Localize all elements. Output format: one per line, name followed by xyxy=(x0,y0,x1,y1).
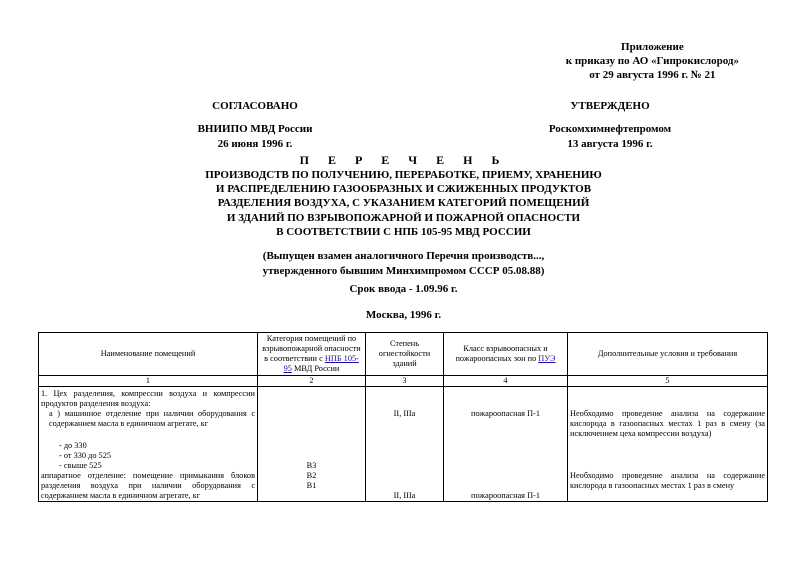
range-item: - до 330 xyxy=(59,441,87,450)
range-category: В1 xyxy=(306,481,317,490)
agreed-org: ВНИИПО МВД России xyxy=(197,123,313,135)
section-title: 1. Цех разделения, компрессии воздуха и компрессии продуктов разделения воздуха: xyxy=(41,389,255,408)
col-number: 1 xyxy=(39,376,258,387)
issued-line: утвержденного бывшим Минхимпромом СССР 05.08.88) xyxy=(262,264,545,277)
appendix-line-3: от 29 августа 1996 г. № 21 xyxy=(589,69,716,81)
item-a: а ) машинное отделение при наличии оборудования с содержанием масла в единичном агрегате, кг xyxy=(49,409,255,428)
approved-org: Роскомхимнефтепромом xyxy=(548,123,672,135)
header-fire-resistance: Степень огнестойкости зданий xyxy=(366,333,444,376)
document-title: П Е Р Е Ч Е Н Ь xyxy=(299,153,508,167)
subtitle-line: ПРОИЗВОДСТВ ПО ПОЛУЧЕНИЮ, ПЕРЕРАБОТКЕ, ПРИЕМУ, ХРАНЕНИЮ xyxy=(205,169,602,181)
table-header-row xyxy=(39,333,768,376)
item-a-note: Необходимо проведение анализа на содержание кислорода в газоопасных местах 1 раз в смену (за исключением цеха компрессии воздуха) xyxy=(570,409,765,438)
appendix-line-1: Приложение xyxy=(621,41,684,53)
range-item: - от 330 до 525 xyxy=(59,451,111,460)
range-category: В2 xyxy=(306,471,317,480)
range-category: В3 xyxy=(306,461,317,470)
appendix-block xyxy=(566,40,739,82)
issued-note xyxy=(150,249,657,278)
npb-link[interactable]: НПБ 105-95 xyxy=(283,354,359,373)
item-b-degree: II, IIIа xyxy=(393,491,416,500)
col-number: 3 xyxy=(366,376,444,387)
header-room-name: Наименование помещений xyxy=(39,333,258,376)
subtitle-line: РАЗДЕЛЕНИЯ ВОЗДУХА, С УКАЗАНИЕМ КАТЕГОРИЙ ПОМЕЩЕНИЙ xyxy=(217,197,590,210)
category-cell xyxy=(258,387,366,502)
subtitle-line: В СООТВЕТСТВИИ С НПБ 105-95 МВД РОССИИ xyxy=(276,225,531,238)
approved-block xyxy=(505,99,715,152)
additional-cell xyxy=(568,387,768,502)
item-a-class: пожароопасная П-1 xyxy=(471,409,540,418)
header-zone-class xyxy=(444,333,568,376)
approved-date: 13 августа 1996 г. xyxy=(567,138,653,150)
pue-link[interactable]: ПУЭ xyxy=(538,354,556,363)
header-category-text: Категория помещений по взрывопожарной опасности в соответствии с xyxy=(262,334,361,363)
room-cell xyxy=(39,387,258,502)
header-category xyxy=(258,333,366,376)
item-b-class: пожароопасная П-1 xyxy=(471,491,540,500)
header-category-suffix: МВД России xyxy=(291,364,340,373)
header-additional: Дополнительные условия и требования xyxy=(568,333,768,376)
col-number: 2 xyxy=(258,376,366,387)
table-number-row xyxy=(39,376,768,387)
header-zone-text: Класс взрывоопасных и пожароопасных зон по xyxy=(455,344,548,363)
item-b-note: Необходимо проведение анализа на содержание кислорода в газоопасных местах 1 раз в смену xyxy=(570,471,765,490)
document-subtitle xyxy=(150,168,657,239)
issued-line: (Выпущен взамен аналогичного Перечня производств..., xyxy=(262,250,545,262)
agreed-block xyxy=(150,99,360,152)
subtitle-line: И РАСПРЕДЕЛЕНИЮ ГАЗООБРАЗНЫХ И СЖИЖЕННЫХ ПРОДУКТОВ xyxy=(215,183,592,196)
appendix-line-2: к приказу по АО «Гипрокислород» xyxy=(565,55,739,67)
col-number: 4 xyxy=(444,376,568,387)
table-row xyxy=(39,387,768,502)
range-item: - свыше 525 xyxy=(59,461,102,470)
place-date: Москва, 1996 г. xyxy=(365,309,442,321)
agreed-date: 26 июня 1996 г. xyxy=(217,138,293,150)
agreed-label: СОГЛАСОВАНО xyxy=(212,100,298,112)
approved-label: УТВЕРЖДЕНО xyxy=(570,100,650,112)
subtitle-line: И ЗДАНИЙ ПО ВЗРЫВОПОЖАРНОЙ И ПОЖАРНОЙ ОПАСНОСТИ xyxy=(226,211,581,224)
item-b: аппаратное отделение: помещение примыкания блоков разделения воздуха при наличии оборудования с содержанием масла в единичном агрегате, кг xyxy=(41,471,255,500)
fire-resistance-cell xyxy=(366,387,444,502)
categories-table xyxy=(38,332,768,502)
col-number: 5 xyxy=(568,376,768,387)
zone-class-cell xyxy=(444,387,568,502)
effective-date: Срок ввода - 1.09.96 г. xyxy=(349,283,458,295)
item-a-degree: II, IIIа xyxy=(393,409,416,418)
